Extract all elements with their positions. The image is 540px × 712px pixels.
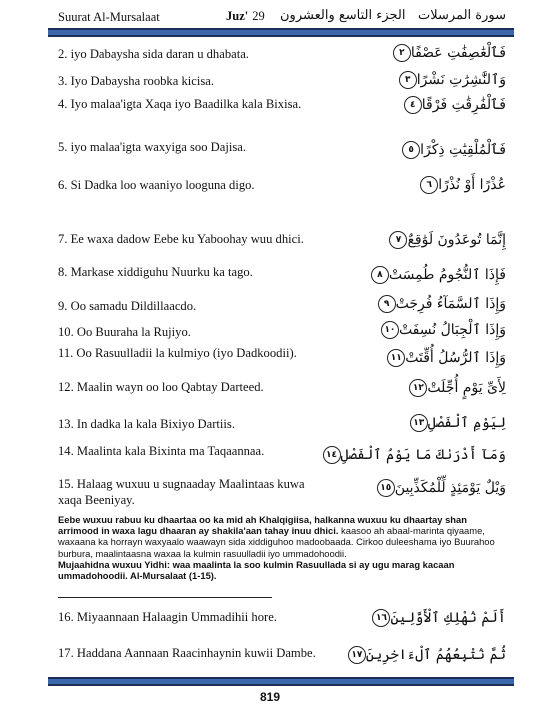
commentary-bold: Mujaahidna wuxuu Yidhi: <box>58 558 170 570</box>
ayah-number-marker: ٥ <box>402 141 420 159</box>
surah-arabic-title: سورة المرسلات <box>418 8 506 23</box>
arabic-text: وَٱلنَّٰشِرَٰتِ نَشْرًا <box>416 72 506 88</box>
verse-translation: 14. Maalinta kala Bixinta ma Taqaannaa. <box>58 444 265 458</box>
verse-arabic <box>383 349 506 367</box>
juz-text: Juz' <box>226 9 249 23</box>
verse-translation: 16. Miyaannaan Halaagin Ummadihii hore. <box>58 610 277 624</box>
commentary-text: kaasoo ah abaal-marinta qiyaame, waxaana ka horrayn waxyaalo waawayn sida xiddiguhoo madoobaada. Cirkoo duleeshama iyo Buurahoo burbura, maalintaasna waxaa la kulmin rasuulladii iyo ummadohoodii. <box>58 525 495 559</box>
commentary-bold: Eebe wuxuu rabuu ku dhaartaa oo ka mid ah Khalqigiisa, halkanna wuxuu ku dhaartay shan arrimood in waxa lagu dhaaran ay shakila'aan tahay inuu dhici. <box>58 514 467 537</box>
arabic-text: فَٱلْمُلْقِيَٰتِ ذِكْرًا <box>420 142 506 158</box>
arabic-text: وَيْلٌ يَوْمَئِذٍ لِّلْمُكَذِّبِينَ <box>394 480 506 496</box>
surah-title: Suurat Al-Mursalaat <box>58 10 160 24</box>
arabic-text: وَإِذَا ٱلسَّمَآءُ فُرِجَتْ <box>395 296 506 312</box>
verse-translation: 12. Maalin wayn oo loo Qabtay Darteed. <box>58 380 264 394</box>
separator-rule <box>58 597 272 598</box>
ayah-number-marker: ١١ <box>387 349 405 367</box>
ayah-number-marker: ٨ <box>371 266 389 284</box>
ayah-number-marker: ١٤ <box>323 446 341 464</box>
ayah-number-marker: ١٦ <box>372 609 390 627</box>
verse-arabic <box>406 414 506 432</box>
verse-arabic <box>405 379 506 397</box>
verse-translation: 13. In dadka la kala Bixiyo Dartiis. <box>58 417 235 431</box>
verse-arabic <box>377 321 506 339</box>
commentary-paragraph <box>58 514 510 559</box>
verse-arabic <box>374 295 506 313</box>
arabic-text: وَإِذَا ٱلْجِبَالُ نُسِفَتْ <box>398 322 506 338</box>
verse-translation: 11. Oo Rasuulladii la kulmiyo (iyo Dadkoodii). <box>58 346 297 360</box>
ayah-number-marker: ١٥ <box>377 479 395 497</box>
juz-label <box>226 9 265 24</box>
verse-translation: 4. Iyo malaa'igta Xaqa iyo Baadilka kala Bixisa. <box>58 97 302 111</box>
verse-arabic <box>416 176 506 194</box>
arabic-text: أَلَمْ نُهْلِكِ ٱلْأَوَّلِينَ <box>390 610 506 626</box>
ayah-number-marker: ٢ <box>393 44 411 62</box>
verse-translation: 6. Si Dadka loo waaniyo looguna digo. <box>58 178 255 192</box>
verse-arabic <box>368 609 506 627</box>
ayah-number-marker: ٤ <box>404 96 422 114</box>
ayah-number-marker: ١٢ <box>409 379 427 397</box>
verse-translation: 15. Halaag wuxuu u sugnaaday Maalintaas kuwa xaqa Beeniyay. <box>58 477 305 507</box>
ayah-number-marker: ١٠ <box>381 321 399 339</box>
verse-arabic <box>398 141 506 159</box>
verse-translation: 2. iyo Dabaysha sida daran u dhabata. <box>58 47 249 61</box>
ayah-number-marker: ٣ <box>399 71 417 89</box>
juz-number: 29 <box>252 9 265 23</box>
arabic-text: إِنَّمَا تُوعَدُونَ لَوَٰقِعٌ <box>407 232 506 248</box>
arabic-text: فَٱلْعَٰصِفَٰتِ عَصْفًا <box>410 45 506 61</box>
arabic-text: فَٱلْفَٰرِقَٰتِ فَرْقًا <box>421 97 506 113</box>
verse-arabic <box>344 646 506 664</box>
verse-translation: 3. Iyo Dabaysha roobka kicisa. <box>58 74 214 88</box>
verse-arabic <box>400 96 506 114</box>
arabic-text: عُذْرًا أَوْ نُذْرًا <box>438 177 506 193</box>
arabic-text: ثُمَّ نُتْبِعُهُمُ ٱلْءَاخِرِينَ <box>365 647 506 663</box>
verse-translation: 10. Oo Buuraha la Rujiyo. <box>58 325 191 339</box>
verse-arabic <box>385 231 506 249</box>
verse-translation: 8. Markase xiddiguhu Nuurku ka tago. <box>58 265 253 279</box>
arabic-text: لِيَوْمِ ٱلْفَصْلِ <box>427 415 506 431</box>
arabic-text: وَإِذَا ٱلرُّسُلُ أُقِّتَتْ <box>405 350 506 366</box>
verse-arabic <box>389 44 506 62</box>
verse-translation: 9. Oo samadu Dildillaacdo. <box>58 299 197 313</box>
verse-translation: 17. Haddana Aannaan Raacinhaynin kuwii Dambe. <box>58 646 316 660</box>
commentary-paragraph <box>58 559 510 581</box>
ayah-number-marker: ٦ <box>420 176 438 194</box>
page-number: 819 <box>259 690 281 704</box>
ayah-number-marker: ٧ <box>389 231 407 249</box>
footer-bar <box>48 677 514 686</box>
ayah-number-marker: ١٧ <box>348 646 366 664</box>
verse-translation: 7. Ee waxa dadow Eebe ku Yaboohay wuu dhici. <box>58 232 304 246</box>
commentary-block <box>58 514 510 581</box>
arabic-text: لِأَىِّ يَوْمٍ أُجِّلَتْ <box>427 380 506 396</box>
verse-arabic <box>373 479 506 497</box>
verse-arabic <box>319 446 506 464</box>
arabic-text: وَمَآ أَدْرَىٰكَ مَا يَوْمُ ٱلْفَصْلِ <box>340 447 506 463</box>
verse-arabic <box>395 71 506 89</box>
verse-arabic <box>367 266 506 284</box>
juz-arabic-title: الجزء التاسع والعشرون <box>280 8 406 23</box>
verse-translation: 5. iyo malaa'igta waxyiga soo Dajisa. <box>58 140 246 154</box>
ayah-number-marker: ١٣ <box>410 414 428 432</box>
header-bar <box>48 28 514 37</box>
commentary-text: waa maalinta la soo kulmin Rasuullada si ay ugu marag kacaan ummadohoodii. Al-Mursalaat (1-15). <box>58 558 455 582</box>
ayah-number-marker: ٩ <box>378 295 396 313</box>
arabic-text: فَإِذَا ٱلنُّجُومُ طُمِسَتْ <box>388 267 506 283</box>
